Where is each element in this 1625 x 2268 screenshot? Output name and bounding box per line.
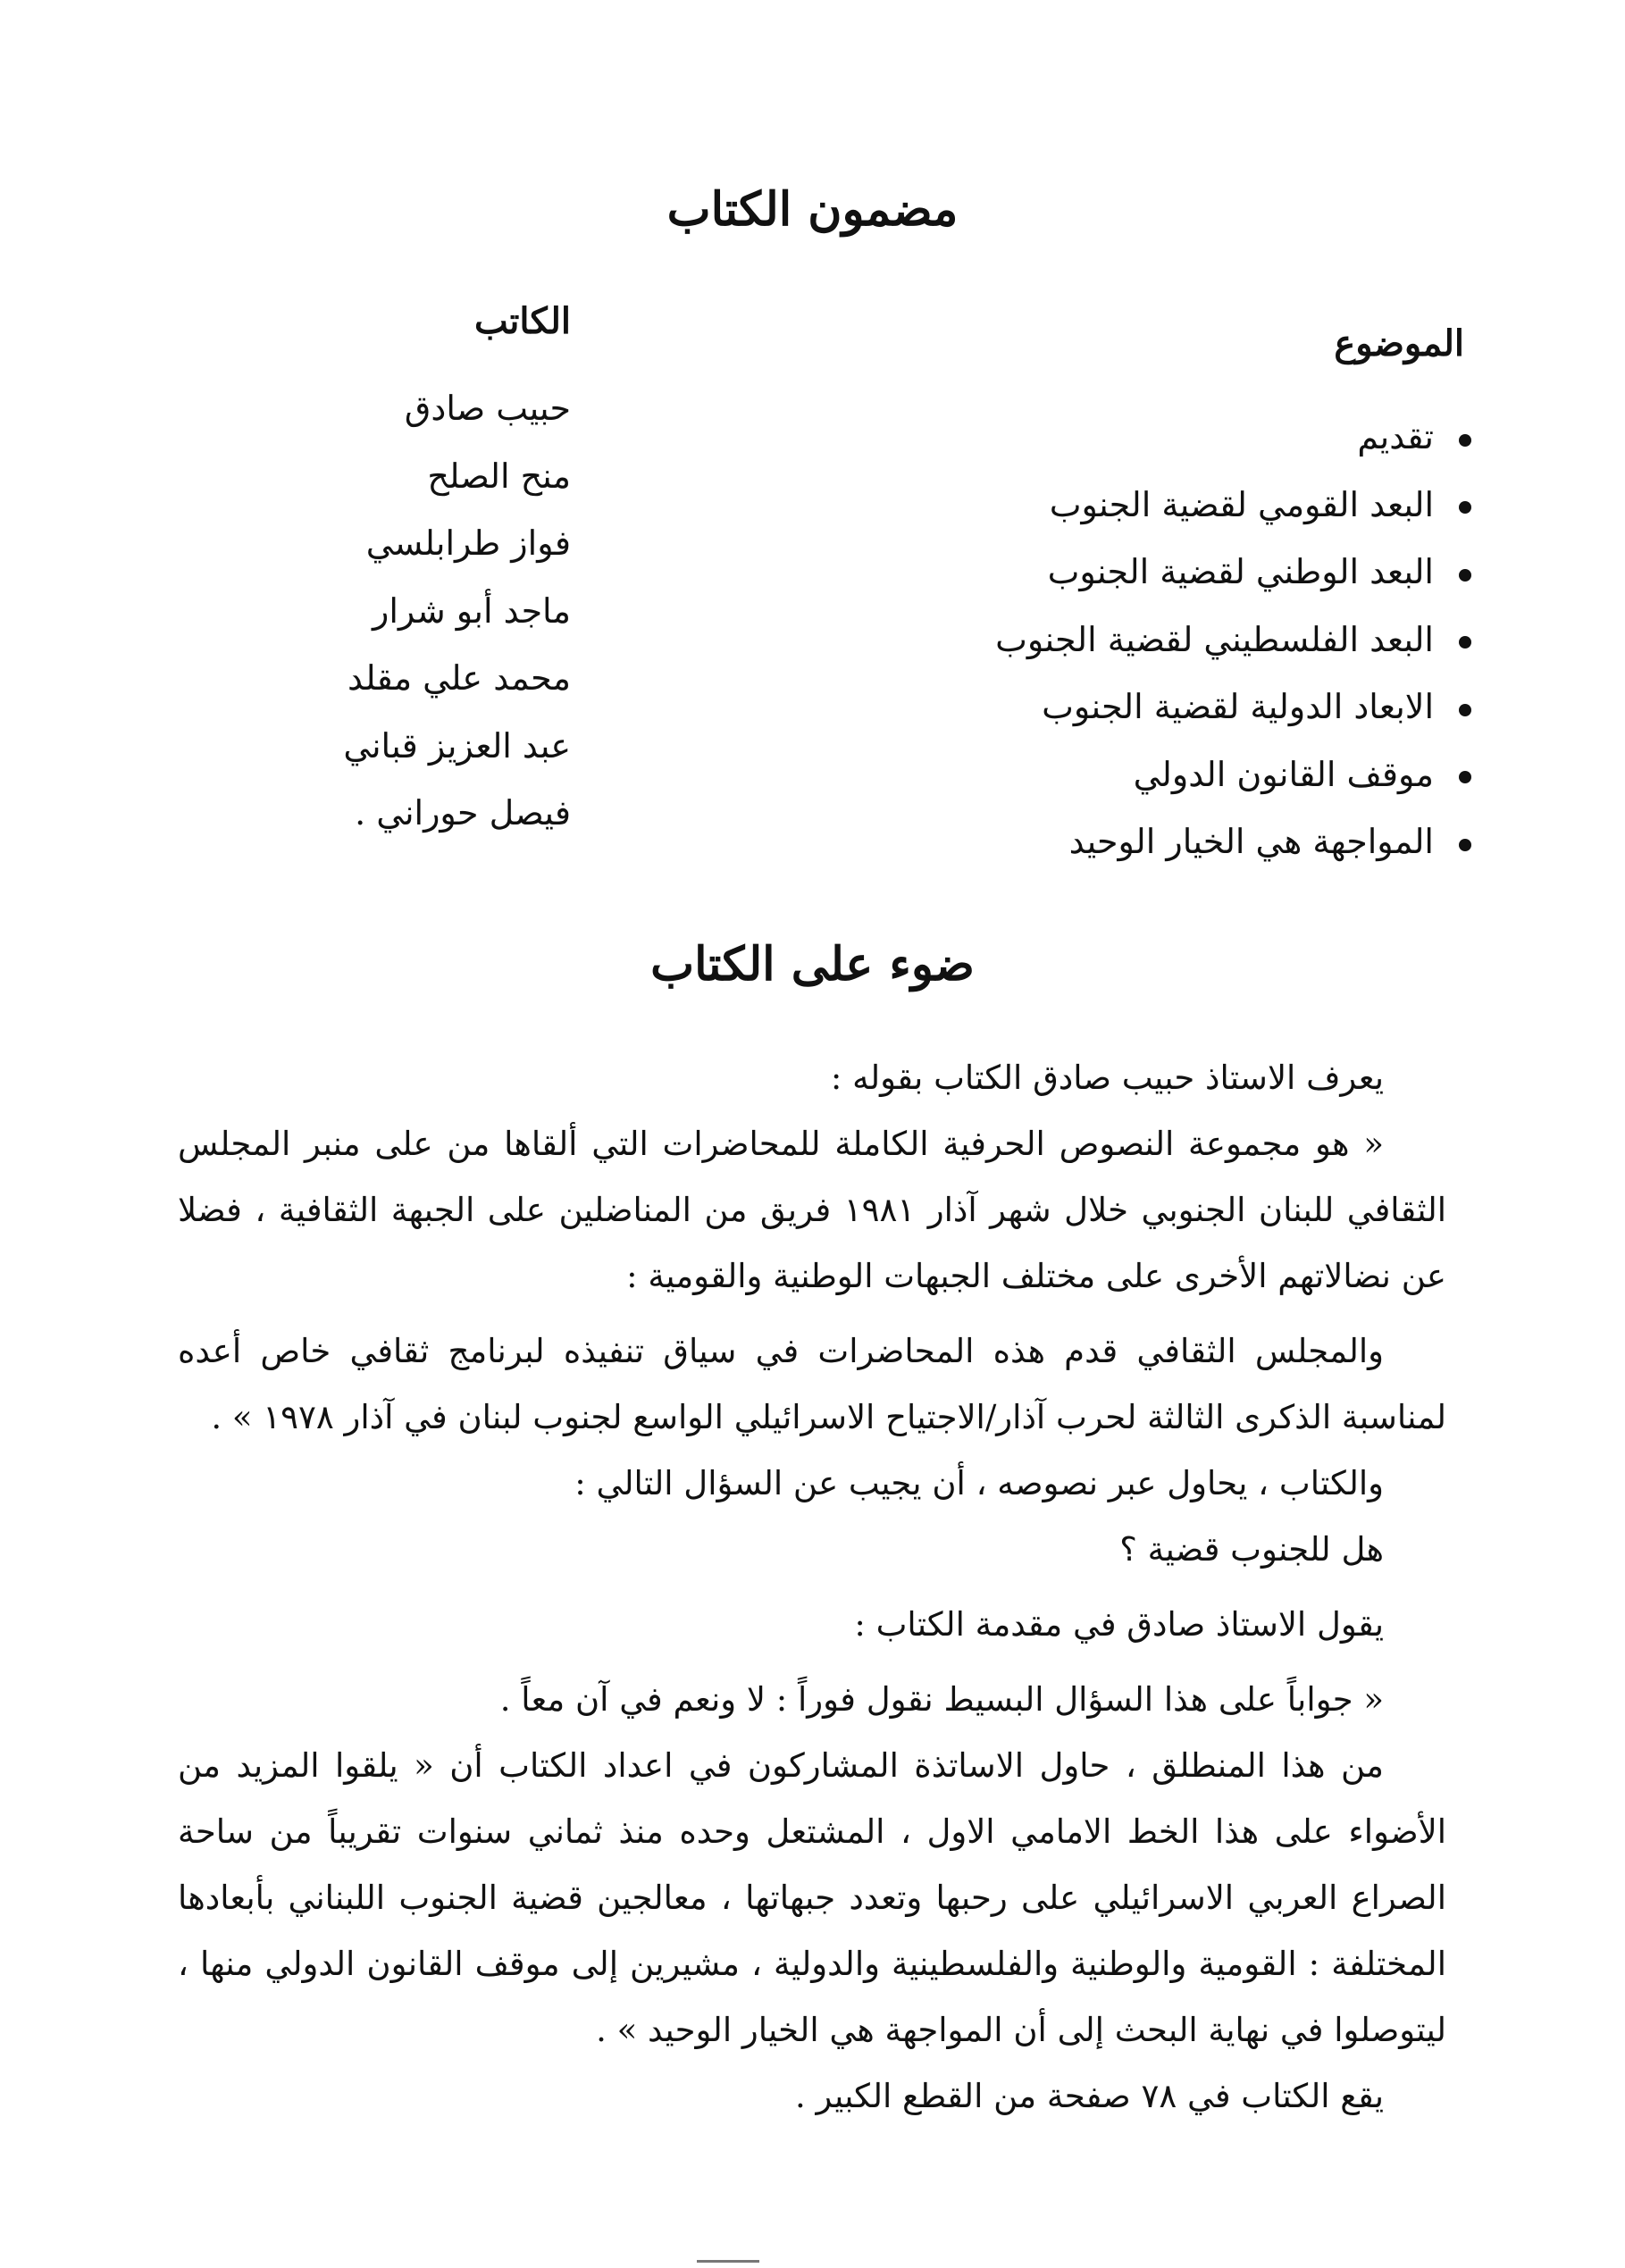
list-item <box>792 472 1471 540</box>
paragraph: هل للجنوب قضية ؟ <box>1119 1530 1384 1569</box>
author-name: فيصل حوراني . <box>355 793 571 833</box>
topics-list <box>792 404 1471 876</box>
paragraph: والمجلس الثقافي قدم هذه المحاضرات في سياق تنفيذه لبرنامج ثقافي خاص أعده لمناسبة الذكرى الثالثة لحرب آذار/الاجتياح الاسرائيلي الواسع لجنوب لبنان في آذار ١٩٧٨ » . <box>178 1332 1446 1436</box>
authors-column-header: الكاتب <box>474 300 571 342</box>
topic-label: تقديم <box>1357 417 1434 456</box>
author-name: منح الصلح <box>427 456 571 496</box>
bullet-icon <box>1459 569 1471 582</box>
bullet-icon <box>1459 501 1471 514</box>
author-name: محمد علي مقلد <box>348 658 571 698</box>
topic-label: المواجهة هي الخيار الوحيد <box>1068 822 1434 861</box>
list-item <box>792 539 1471 607</box>
author-name: عبد العزيز قباني <box>343 725 571 766</box>
page-title: مضمون الكتاب <box>666 182 959 237</box>
paragraph: من هذا المنطلق ، حاول الاساتذة المشاركون في اعداد الكتاب أن « يلقوا المزيد من الأضواء على هذا الخط الامامي الاول ، المشتعل وحده منذ ثماني سنوات تقريباً من ساحة الصراع العربي الاسرائيلي على رحبها وتعدد جبهاتها ، معالجين قضية الجنوب اللبناني بأبعادها المختلفة : القومية والوطنية والفلسطينية والدولية ، مشيرين إلى موقف القانون الدولي منها ، ليتوصلوا في نهاية البحث إلى أن المواجهة هي الخيار الوحيد » . <box>178 1746 1446 2049</box>
topic-label: البعد الفلسطيني لقضية الجنوب <box>995 619 1434 659</box>
topic-label: البعد الوطني لقضية الجنوب <box>1047 552 1434 591</box>
bullet-icon <box>1459 636 1471 649</box>
paragraph: « هو مجموعة النصوص الحرفية الكاملة للمحاضرات التي ألقاها من على منبر المجلس الثقافي للبنان الجنوبي خلال شهر آذار ١٩٨١ فريق من المناضلين على الجبهة الثقافية ، فضلا عن نضالاتهم الأخرى على مختلف الجبهات الوطنية والقومية : <box>178 1125 1446 1295</box>
bullet-icon <box>1459 839 1471 851</box>
paragraph: « جواباً على هذا السؤال البسيط نقول فوراً : لا ونعم في آن معاً . <box>499 1680 1384 1719</box>
list-item <box>792 741 1471 809</box>
authors-list <box>196 375 571 848</box>
topic-label: الابعاد الدولية لقضية الجنوب <box>1042 687 1434 726</box>
bullet-icon <box>1459 434 1471 447</box>
paragraph: والكتاب ، يحاول عبر نصوصه ، أن يجيب عن السؤال التالي : <box>574 1464 1384 1502</box>
author-name: فواز طرابلسي <box>365 523 571 563</box>
bullet-icon <box>1459 704 1471 716</box>
paragraph: يعرف الاستاذ حبيب صادق الكتاب بقوله : <box>830 1059 1384 1097</box>
section-title: ضوء على الكتاب <box>650 937 975 992</box>
list-item <box>792 674 1471 741</box>
topic-label: موقف القانون الدولي <box>1133 754 1434 794</box>
list-item <box>792 808 1471 876</box>
topics-column-header: الموضوع <box>1334 322 1464 364</box>
list-item <box>792 404 1471 472</box>
topic-label: البعد القومي لقضية الجنوب <box>1049 484 1434 524</box>
list-item <box>792 607 1471 674</box>
bullet-icon <box>1459 771 1471 783</box>
section-body <box>178 1045 1446 2130</box>
paragraph: يقع الكتاب في ٧٨ صفحة من القطع الكبير . <box>795 2077 1384 2115</box>
author-name: ماجد أبو شرار <box>372 590 571 631</box>
author-name: حبيب صادق <box>404 389 571 428</box>
paragraph: يقول الاستاذ صادق في مقدمة الكتاب : <box>854 1605 1384 1644</box>
page-number-mark <box>697 2260 759 2268</box>
